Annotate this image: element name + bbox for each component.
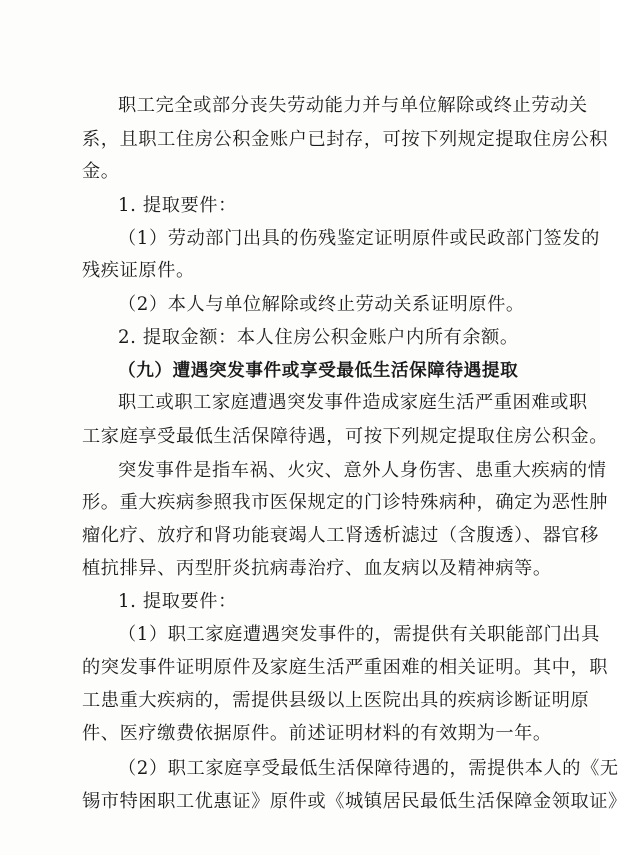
paragraph-line: （1）职工家庭遭遇突发事件的，需提供有关职能部门出具 bbox=[118, 624, 600, 645]
paragraph-line: 突发事件是指车祸、火灾、意外人身伤害、患重大疾病的情 bbox=[118, 460, 607, 481]
section-heading: （九）遭遇突发事件或享受最低生活保障待遇提取 bbox=[118, 361, 519, 381]
paragraph-line: 职工或职工家庭遭遇突发事件造成家庭生活严重困难或职 bbox=[118, 392, 588, 413]
section-item-label: 1. 提取要件： bbox=[118, 195, 237, 216]
paragraph-line: 金。 bbox=[82, 161, 120, 182]
section-item-label: 1. 提取要件： bbox=[118, 591, 237, 612]
paragraph-line: 系，且职工住房公积金账户已封存，可按下列规定提取住房公积 bbox=[82, 129, 609, 150]
paragraph-line: 工患重大疾病的，需提供县级以上医院出具的疾病诊断证明原 bbox=[82, 690, 590, 711]
paragraph-line: （2）本人与单位解除或终止劳动关系证明原件。 bbox=[118, 294, 525, 315]
paragraph-line: 瘤化疗、放疗和肾功能衰竭人工肾透析滤过（含腹透）、器官移 bbox=[82, 525, 599, 546]
paragraph-line: 植抗排异、丙型肝炎抗病毒治疗、血友病以及精神病等。 bbox=[82, 558, 552, 579]
paragraph-line: 锡市特困职工优惠证》原件或《城镇居民最低生活保障金领取证》 bbox=[82, 791, 627, 812]
paragraph-line: 职工完全或部分丧失劳动能力并与单位解除或终止劳动关 bbox=[118, 95, 588, 116]
section-item-label: 2. 提取金额：本人住房公积金账户内所有余额。 bbox=[118, 327, 519, 348]
paragraph-line: 的突发事件证明原件及家庭生活严重困难的相关证明。其中，职 bbox=[82, 657, 609, 678]
paragraph-line: （2）职工家庭享受最低生活保障待遇的，需提供本人的《无 bbox=[118, 758, 619, 779]
paragraph-line: 残疾证原件。 bbox=[82, 260, 195, 281]
paragraph-line: 工家庭享受最低生活保障待遇，可按下列规定提取住房公积金。 bbox=[82, 426, 609, 447]
paragraph-line: （1）劳动部门出具的伤残鉴定证明原件或民政部门签发的 bbox=[118, 228, 600, 249]
paragraph-line: 形。重大疾病参照我市医保规定的门诊特殊病种，确定为恶性肿 bbox=[82, 492, 609, 513]
paragraph-line: 件、医疗缴费依据原件。前述证明材料的有效期为一年。 bbox=[82, 723, 552, 744]
